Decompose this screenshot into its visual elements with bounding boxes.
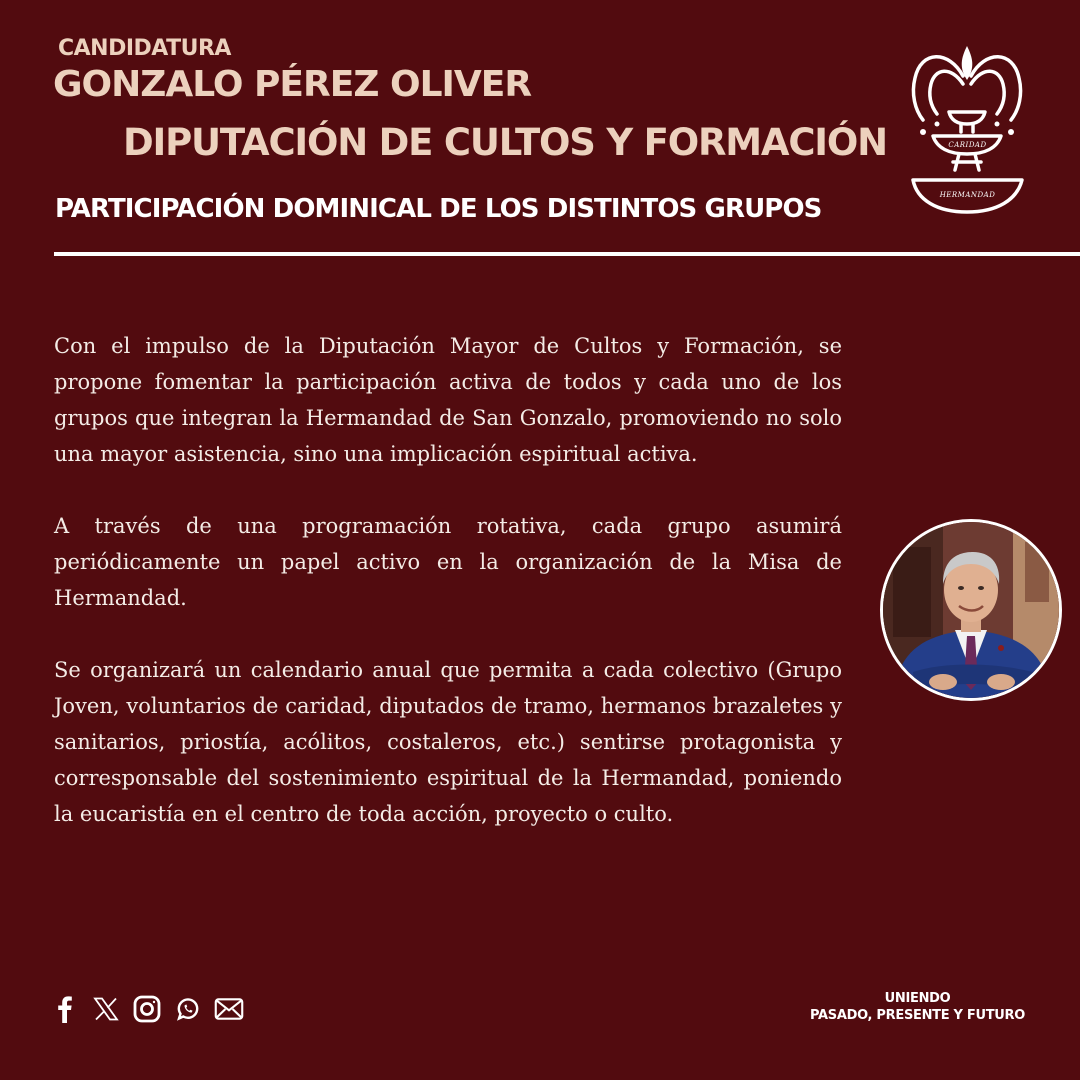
fountain-emblem-icon [905,40,1030,220]
candidate-role: DIPUTACIÓN DE CULTOS Y FORMACIÓN [123,121,887,164]
instagram-icon[interactable] [132,994,162,1024]
social-links [50,994,244,1024]
paragraph-2: A través de una programación rotativa, cada grupo asumirá periódicamente un papel activo en la organización de la Misa de Hermandad. [54,514,842,610]
x-icon[interactable] [91,994,121,1024]
paragraph-1: Con el impulso de la Diputación Mayor de Cultos y Formación, se propone fomentar la participación activa de todos y cada uno de los grupos que integran la Hermandad de San Gonzalo, promoviendo no solo una mayor asistencia, sino una implicación espiritual activa. [54,334,842,466]
candidate-photo [880,519,1062,701]
campaign-tagline [790,990,1045,1024]
facebook-icon[interactable] [50,994,80,1024]
header-divider [54,252,1080,256]
whatsapp-icon[interactable] [173,994,203,1024]
tagline-line-2: PASADO, PRESENTE Y FUTURO [809,1008,1026,1023]
emblem-text-top: CARIDAD [948,141,987,149]
mail-icon[interactable] [214,994,244,1024]
paragraph-3: Se organizará un calendario anual que permita a cada colectivo (Grupo Joven, voluntarios de caridad, diputados de tramo, hermanos brazaletes y sanitarios, priostía, acólitos, costaleros, etc.) sentirse protagonista y corresponsable del sostenimiento espiritual de la Hermandad, poniendo la eucaristía en el centro de toda acción, proyecto o culto. [54,658,842,826]
tagline-line-1: UNIENDO [884,991,951,1006]
candidate-name: GONZALO PÉREZ OLIVER [53,64,532,105]
proposal-body [54,328,842,868]
header-kicker: CANDIDATURA [58,36,231,61]
emblem-text-bottom: HERMANDAD [939,191,996,199]
page-subtitle: PARTICIPACIÓN DOMINICAL DE LOS DISTINTOS GRUPOS [55,194,822,224]
